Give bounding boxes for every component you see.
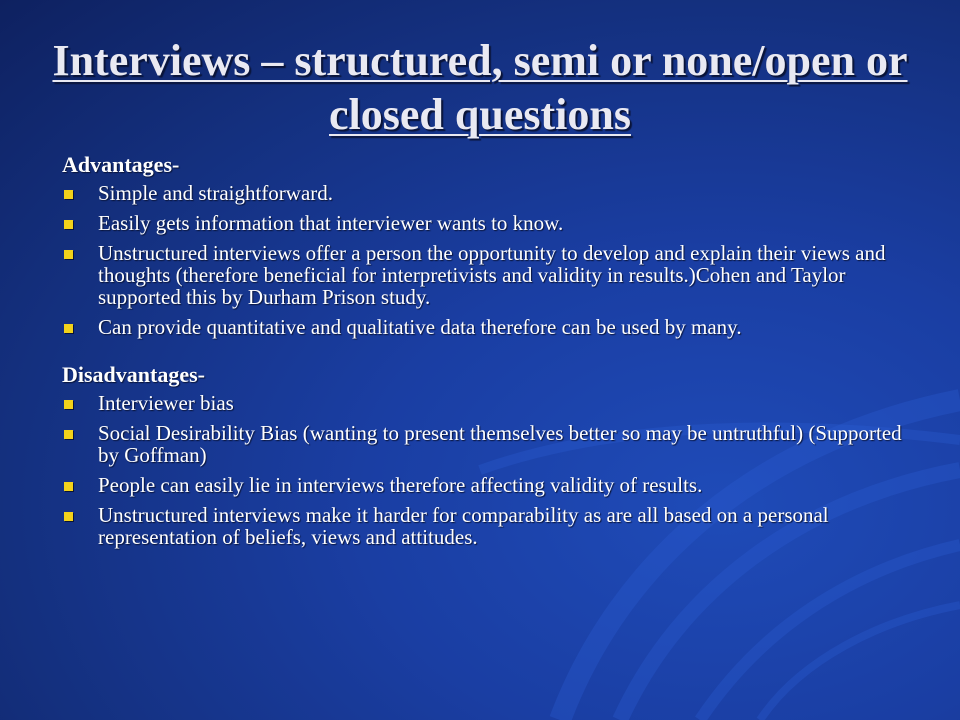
disadvantage-text: People can easily lie in interviews therefore affecting validity of results. — [98, 473, 703, 497]
disadvantages-list — [62, 392, 922, 548]
disadvantage-text: Interviewer bias — [98, 391, 234, 415]
advantage-text: Unstructured interviews offer a person the opportunity to develop and explain their views and thoughts (therefore beneficial for interpretivists and validity in results.)Cohen and Taylor supported this by Durham Prison study. — [98, 241, 886, 309]
disadvantages-heading: Disadvantages- — [62, 362, 206, 387]
advantage-text: Easily gets information that interviewer wants to know. — [98, 211, 564, 235]
disadvantage-item — [62, 422, 922, 466]
bullet-square-icon — [64, 324, 73, 333]
advantage-text: Simple and straightforward. — [98, 181, 334, 205]
advantage-item — [62, 212, 922, 234]
advantage-text: Can provide quantitative and qualitative data therefore can be used by many. — [98, 315, 742, 339]
bullet-square-icon — [64, 512, 73, 521]
disadvantage-item — [62, 504, 922, 548]
disadvantage-text: Unstructured interviews make it harder for comparability as are all based on a personal representation of beliefs, views and attitudes. — [98, 503, 829, 549]
advantage-item — [62, 182, 922, 204]
bullet-square-icon — [64, 482, 73, 491]
bullet-square-icon — [64, 190, 73, 199]
bullet-square-icon — [64, 400, 73, 409]
slide-content — [62, 152, 922, 556]
bullet-square-icon — [64, 250, 73, 259]
advantage-item — [62, 242, 922, 308]
bullet-square-icon — [64, 220, 73, 229]
advantages-list — [62, 182, 922, 338]
disadvantage-text: Social Desirability Bias (wanting to present themselves better so may be untruthful) (Supported by Goffman) — [98, 421, 902, 467]
advantages-heading: Advantages- — [62, 152, 180, 177]
disadvantage-item — [62, 474, 922, 496]
disadvantage-item — [62, 392, 922, 414]
bullet-square-icon — [64, 430, 73, 439]
slide-title: Interviews – structured, semi or none/open or closed questions — [52, 36, 908, 139]
advantage-item — [62, 316, 922, 338]
